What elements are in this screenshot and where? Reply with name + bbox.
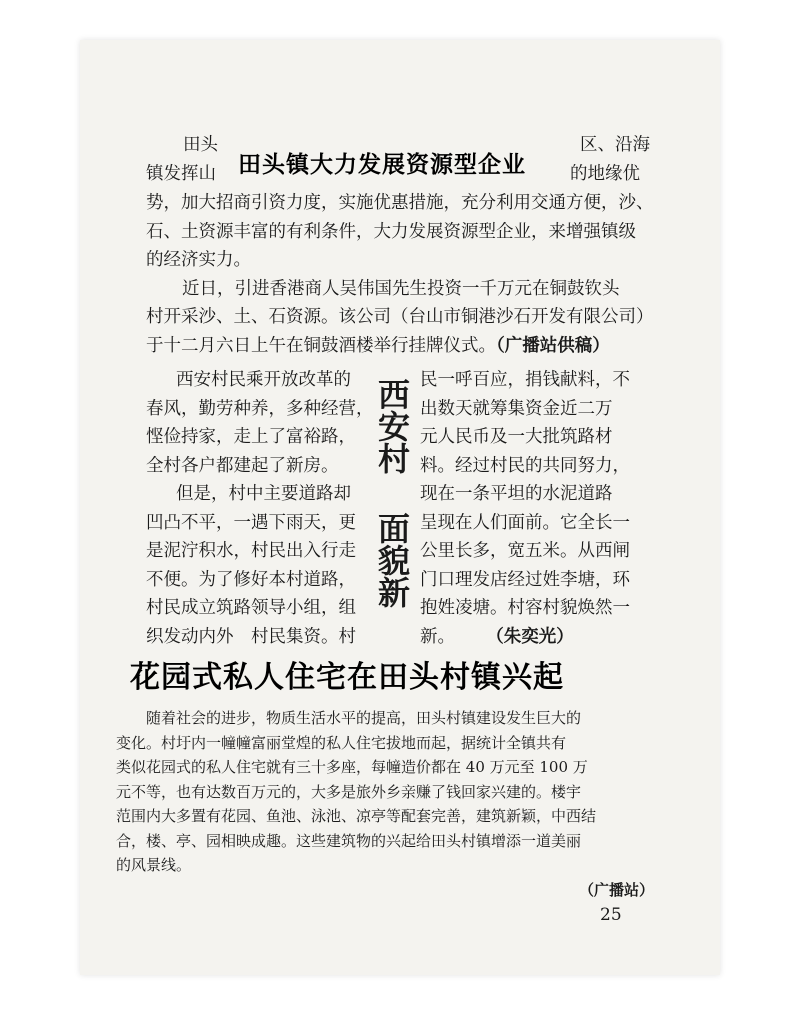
- article1-line: 近日，引进香港商人吴伟国先生投资一千万元在铜鼓钦头: [182, 278, 620, 299]
- article1-line: 于十二月六日上午在铜鼓酒楼举行挂牌仪式。: [146, 335, 496, 356]
- article3-line: 随着社会的进步，物质生活水平的提高，田头村镇建设发生巨大的: [146, 709, 582, 727]
- article1-source: （广播站供稿）: [496, 335, 610, 356]
- article1-lead-right-1: 区、沿海: [580, 135, 650, 155]
- article3-line: 元不等，也有达数百万元的，大多是旅外乡亲赚了钱回家兴建的。楼宇: [116, 782, 582, 801]
- article1-body: [146, 189, 666, 360]
- article2-title-text: 面貌新: [373, 512, 411, 608]
- article2-last-line: [420, 623, 660, 652]
- article2-title-text: 西安村: [373, 378, 411, 474]
- article2-line: 门口理发店经过姓李塘，环: [420, 569, 630, 590]
- article1-line: 势，加大招商引资力度，实施优惠措施，充分利用交通方便，沙、: [146, 193, 654, 213]
- article2-source: （朱奕光）: [495, 626, 574, 647]
- article1-lead-left-1: 田头: [183, 135, 218, 155]
- article2-line: 新。: [420, 626, 455, 647]
- article2-line: 民一呼百应，捐钱献料，不: [420, 370, 630, 390]
- article1-line: 石、土资源丰富的有利条件，大力发展资源型企业，来增强镇级: [146, 221, 636, 242]
- article1-line: 的经济实力。: [146, 250, 251, 270]
- article2-title-part2: [372, 512, 412, 616]
- article2-line: 是泥泞积水，村民出入行走: [146, 541, 356, 561]
- article1-title: 田头镇大力发展资源型企业: [238, 152, 526, 178]
- article1-lead-right-2: 的地缘优: [570, 164, 640, 184]
- article2-line: 西安村民乘开放改革的: [176, 370, 351, 390]
- article1-lead-left-2: 镇发挥山: [146, 164, 216, 184]
- article3-source: （广播站）: [578, 880, 654, 899]
- article1-line: 村开采沙、土、石资源。该公司（台山市铜港沙石开发有限公司）: [146, 307, 654, 327]
- article2-title-part1: [372, 378, 412, 482]
- page-number: 25: [600, 905, 622, 925]
- article2-line: 公里长多，宽五米。从西闸: [420, 541, 630, 561]
- article3-body: [116, 706, 664, 902]
- article2-line: 不便。为了修好本村道路，: [146, 569, 356, 590]
- article2-line: 现在一条平坦的水泥道路: [420, 484, 613, 504]
- article2-line: 全村各户都建起了新房。: [146, 455, 339, 476]
- article1-last-line: [146, 332, 666, 361]
- article2-line: 织发动内外 村民集资。村: [146, 626, 356, 647]
- article2-line: 出数天就筹集资金近二万: [420, 398, 613, 419]
- article3-line: 的风景线。: [116, 856, 192, 874]
- article2-right-column: [420, 366, 660, 651]
- article2-line: 料。经过村民的共同努力，: [420, 455, 630, 476]
- article3-line: 类似花园式的私人住宅就有三十多座，每幢造价都在 40 万元至 100 万: [116, 758, 588, 776]
- article2-line: 春风，勤劳种养，多种经营，: [146, 398, 374, 419]
- article2-line: 村民成立筑路领导小组，组: [146, 598, 356, 618]
- article2-line: 元人民币及一大批筑路材: [420, 427, 613, 447]
- article2-line: 呈现在人们面前。它全长一: [420, 512, 630, 533]
- article3-title: 花园式私人住宅在田头村镇兴起: [130, 660, 564, 695]
- article3-line: 变化。村圩内一幢幢富丽堂煌的私人住宅拔地而起，据统计全镇共有: [116, 733, 567, 752]
- article3-line: 合，楼、亭、园相映成趣。这些建筑物的兴起给田头村镇增添一道美丽: [116, 831, 582, 850]
- article2-line: 抱姓凌塘。村容村貌焕然一: [420, 598, 630, 618]
- article2-left-column: [146, 366, 374, 651]
- article2-line: 凹凸不平，一遇下雨天，更: [146, 512, 356, 533]
- article2-line: 但是，村中主要道路却: [176, 484, 351, 504]
- article2-line: 悭俭持家，走上了富裕路，: [146, 427, 356, 447]
- article3-line: 范围内大多置有花园、鱼池、泳池、凉亭等配套完善，建筑新颖，中西结: [116, 807, 597, 825]
